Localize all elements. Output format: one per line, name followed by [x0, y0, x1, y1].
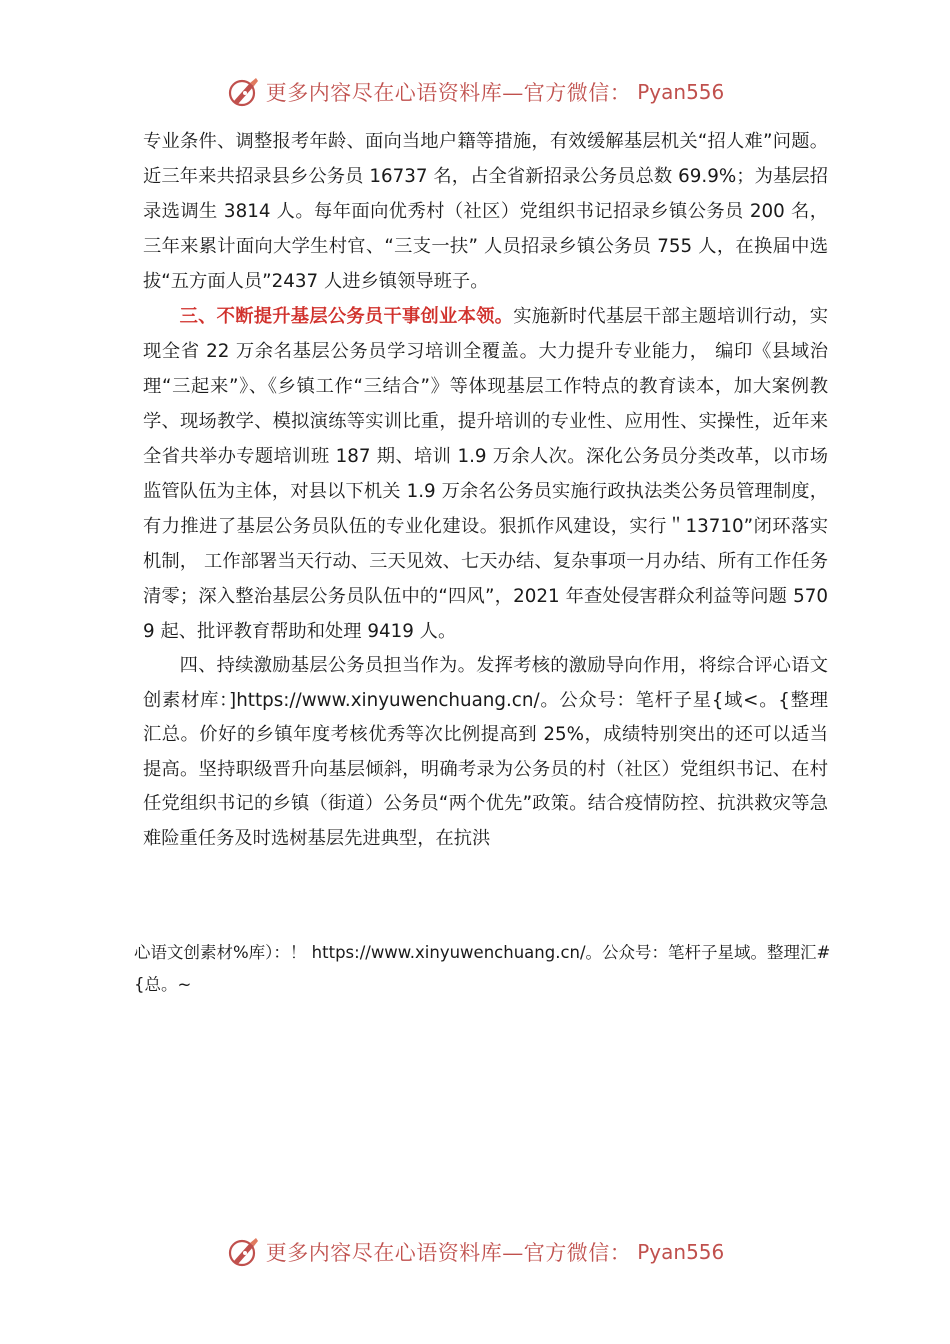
paragraph-2: [143, 299, 828, 649]
paragraph-2-text: 实施新时代基层干部主题培训行动，实现全省 22 万余名基层公务员学习培训全覆盖。大力提升专业能力， 编印《县域治理“三起来”》、《乡镇工作“三结合”》等体现基层工作特点的教育读本，加大案例教学、现场教学、模拟演练等实训比重，提升培训的专业性、应用性、实操性，近年来全省共举办专题培训班 187 期、培训 1.9 万余人次。深化公务员分类改革，以市场监管队伍为主体，对县以下机关 1.9 万余名公务员实施行政执法类公务员管理制度，有力推进了基层公务员队伍的专业化建设。狠抓作风建设，实行＂13710”闭环落实机制， 工作部署当天行动、三天见效、七天办结、复杂事项一月办结、所有工作任务清零；深入整治基层公务员队伍中的“四风”，2021 年查处侵害群众利益等问题 5709 起、批评教育帮助和处理 9419 人。: [143, 306, 829, 642]
banner-text: 更多内容尽在心语资料库—官方微信：: [265, 81, 632, 105]
banner-wechat-id: Pyan556: [637, 1240, 725, 1264]
banner-wechat-id: Pyan556: [637, 80, 725, 104]
paragraph-1: 专业条件、调整报考年龄、面向当地户籍等措施，有效缓解基层机关“招人难”问题。近三年来共招录县乡公务员 16737 名，占全省新招录公务员总数 69.9%；为基层招录选调生 3814 人。每年面向优秀村（社区）党组织书记招录乡镇公务员 200 名，三年来累计面向大学生村官、“三支一扶” 人员招录乡镇公务员 755 人，在换届中选拔“五方面人员”2437 人进乡镇领导班子。: [143, 131, 828, 292]
document-body: [143, 124, 828, 856]
section-heading-3: 三、不断提升基层公务员干事创业本领。: [179, 306, 514, 327]
banner-text: 更多内容尽在心语资料库—官方微信：: [265, 1241, 632, 1265]
paragraph-3: 四、持续激励基层公务员担当作为。发挥考核的激励导向作用，将综合评心语文创素材库：]https://www.xinyuwenchuang.cn/。公众号：笔杆子星{域<。{整理汇总。价好的乡镇年度考核优秀等次比例提高到 25%，成绩特别突出的还可以适当提高。坚持职级晋升向基层倾斜，明确考录为公务员的村（社区）党组织书记、在村任党组织书记的乡镇（街道）公务员“两个优先”政策。结合疫情防控、抗洪救灾等急难险重任务及时选树基层先进典型，在抗洪: [143, 655, 828, 849]
pen-nib-logo-icon: [226, 1234, 262, 1270]
footer-banner: [0, 1232, 950, 1272]
header-banner: [0, 72, 950, 112]
pen-nib-logo-icon: [226, 74, 262, 110]
footer-watermark-note: 心语文创素材%库）：！ https://www.xinyuwenchuang.cn/。公众号：笔杆子星域。整理汇#{总。~: [134, 943, 831, 994]
